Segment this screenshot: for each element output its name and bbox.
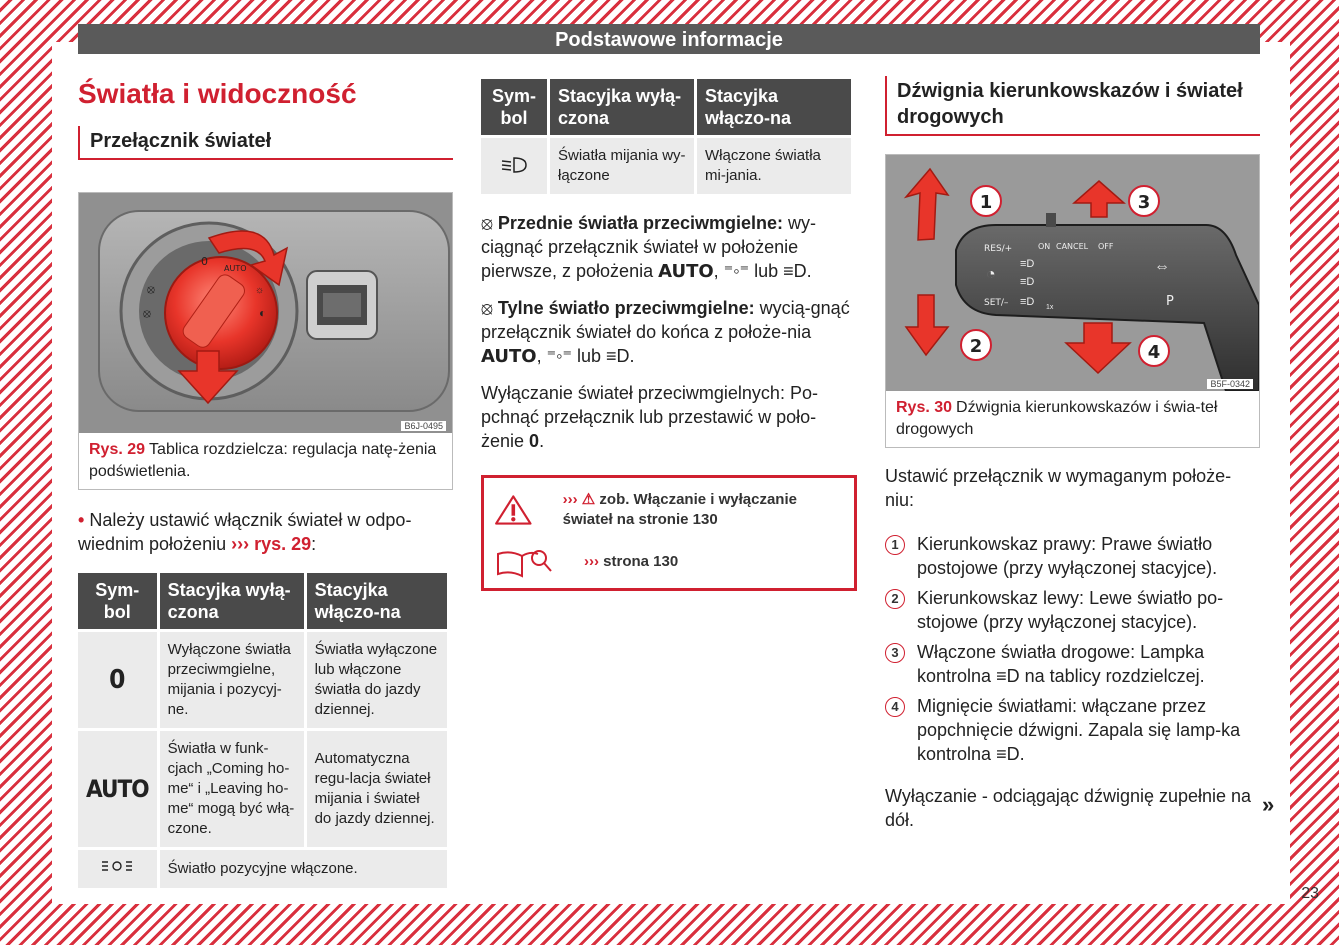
item-text-a: Mignięcie światłami: włączane przez popchnięcie dźwigni. Zapala się lamp-ka kontrolna [917, 696, 1241, 764]
dial-label-0: 0 [201, 255, 208, 268]
rear-fog-icon: ⦻ [481, 298, 493, 318]
callout-4: 4 [1147, 342, 1161, 363]
high-beam-icon: ≡D [996, 744, 1020, 764]
continue-arrow-icon: » [1262, 792, 1275, 817]
end: . [806, 261, 812, 281]
figure-30-caption [886, 391, 1259, 447]
turn-signal-icon: ⇔ [1154, 258, 1170, 275]
lever-intro: Ustawić przełącznik w wymaganym położe-niu: [885, 466, 1232, 510]
lever-off: OFF [1098, 242, 1114, 251]
warning-text: zob. Włączanie i wyłączanie świateł na stronie 130 [562, 491, 797, 528]
header-symbol: Sym-bol [78, 573, 157, 629]
item-text [917, 694, 1260, 766]
figure-30 [885, 154, 1260, 448]
chapter-title: Światła i widoczność [78, 78, 357, 109]
lub-text: lub [749, 261, 784, 281]
header-ignition-on: Stacyjka włączo-na [307, 573, 447, 629]
table-row [78, 731, 447, 847]
cell-off: Światła w funk-cjach „Coming ho-me“ i „Leaving ho-me“ mogą być włą-czone. [160, 731, 304, 847]
auto-symbol: AUTO [481, 346, 537, 367]
item-text: Kierunkowskaz prawy: Prawe światło postojowe (przy wyłączonej stacyjce). [917, 534, 1218, 578]
figure-code: B6J-0495 [401, 421, 446, 431]
front-fog-title: Przednie światła przeciwmgielne: [497, 213, 784, 233]
parking-light-svg [100, 858, 134, 874]
header-symbol: Sym-bol [481, 79, 547, 135]
page-header: Podstawowe informacje [78, 24, 1260, 54]
fog-off-text: Wyłączanie świateł przeciwmgielnych: Po-pchnąć przełącznik lub przestawić w poło-żenie [481, 383, 818, 451]
low-beam-icon [481, 138, 547, 194]
item-number: 1 [885, 535, 905, 555]
header-ignition-off: Stacyjka wyłą-czona [160, 573, 304, 629]
parking-light-icon: ⁼◦⁼ [723, 261, 750, 281]
column-left [78, 60, 453, 891]
front-fog-text: wy-ciągnąć przełącznik świateł w położenie pierwsze, z położenia [481, 213, 817, 281]
light-switch-table-cont [478, 76, 854, 197]
column-right [885, 76, 1260, 832]
low-beam-icon: ≡D [606, 346, 630, 366]
page-number: 23 [1301, 885, 1319, 902]
callout-2: 2 [969, 336, 983, 357]
lever-on: ON [1038, 242, 1051, 251]
paragraph-front-fog [481, 211, 857, 284]
warning-triangle-icon [494, 488, 533, 532]
header-ignition-on: Stacyjka włączo-na [697, 79, 851, 135]
warning-ref[interactable] [563, 490, 844, 530]
lever-illustration [886, 155, 1259, 391]
small-warning-icon: ⚠ [581, 491, 596, 508]
low-beam-dial-icon: ◐ [259, 306, 267, 320]
item-text-b: na tablicy rozdzielczej. [1019, 666, 1205, 686]
front-fog-icon: ⦻ [481, 213, 493, 233]
end: . [539, 431, 545, 451]
figure-code: B5F-0342 [1207, 379, 1253, 389]
parking-dial-icon: ☼ [255, 285, 265, 296]
table-row [78, 850, 447, 888]
lever-set: SET/– [984, 298, 1009, 308]
parking-light-icon [78, 850, 157, 888]
light-switch-table [75, 570, 450, 891]
section-title-lever: Dźwignia kierunkowskazów i świateł drogowych [885, 76, 1260, 136]
lever-res: RES/+ [984, 244, 1013, 254]
item-number: 2 [885, 589, 905, 609]
lever-drawing [886, 155, 1259, 391]
page-ref-text: strona 130 [599, 553, 679, 570]
item-number: 3 [885, 643, 905, 663]
cell-on: Automatyczna regu-lacja świateł mijania i świateł do jazdy dziennej. [307, 731, 447, 847]
caption-label: Rys. 30 [896, 399, 953, 416]
cell-off: Wyłączone światła przeciwmgielne, mijania i pozycyj-ne. [160, 632, 304, 728]
page-ref-arrows: ››› [584, 553, 599, 570]
low-beam-svg [500, 156, 528, 174]
lever-p: P [1166, 294, 1174, 309]
warning-box [481, 475, 857, 591]
end: . [629, 346, 635, 366]
caption-label: Rys. 29 [89, 441, 146, 458]
cell-on: Włączone światła mi-jania. [697, 138, 851, 194]
rear-fog-dial-icon: ⦻ [143, 306, 151, 320]
item-text [917, 640, 1260, 688]
warning-arrows: ››› [562, 491, 578, 508]
list-item [885, 586, 1260, 634]
header-ignition-off: Stacyjka wyłą-czona [550, 79, 694, 135]
callout-3: 3 [1137, 192, 1151, 213]
callout-1: 1 [979, 192, 993, 213]
list-item [885, 532, 1260, 580]
figure-ref-link[interactable]: rys. 29 [249, 534, 312, 554]
paragraph-rear-fog [481, 296, 857, 369]
caption-text: Dźwignia kierunkowskazów i świa-teł drogowych [896, 399, 1218, 438]
paragraph-fog-off [481, 381, 857, 453]
lever-cancel: CANCEL [1056, 242, 1089, 251]
info-row [494, 546, 844, 578]
intro-paragraph [78, 508, 453, 556]
parking-light-icon: ⁼◦⁼ [546, 346, 572, 366]
lub-text: lub [571, 346, 607, 366]
ref-arrows: ››› [231, 534, 250, 554]
cell-merged: Światło pozycyjne włączone. [160, 850, 447, 888]
cell-off: Światła mijania wy-łączone [550, 138, 694, 194]
item-number: 4 [885, 697, 905, 717]
rear-fog-title: Tylne światło przeciwmgielne: [497, 298, 755, 318]
section-title-light-switch: Przełącznik świateł [78, 126, 453, 160]
cruise-control-icon: ◔ [986, 266, 996, 283]
sep: , [713, 261, 724, 281]
table-row [481, 138, 851, 194]
figure-29 [78, 192, 453, 490]
sep: , [536, 346, 547, 366]
low-beam-icon: ≡D [783, 261, 807, 281]
light-switch-drawing [79, 193, 452, 433]
bullet-marker: • [78, 510, 85, 530]
flash-lever-icon: ≡D [1020, 296, 1035, 308]
item-text: Kierunkowskaz lewy: Lewe światło po-stojowe (przy wyłączonej stacyjce). [917, 588, 1224, 632]
page-ref[interactable] [584, 552, 678, 572]
symbol-zero: 0 [78, 632, 157, 728]
list-item [885, 640, 1260, 688]
intro-text: Należy ustawić włącznik świateł w odpo-wiednim położeniu [78, 510, 412, 554]
high-beam-lever-icon: ≡D [1020, 258, 1035, 270]
column-middle [481, 76, 857, 591]
front-fog-dial-icon: ⦻ [147, 282, 155, 296]
low-beam-lever-icon: ≡D [1020, 276, 1035, 288]
cell-on: Światła wyłączone lub włączone światła do jazdy dziennej. [307, 632, 447, 728]
light-switch-illustration [79, 193, 452, 433]
item-text-b: . [1019, 744, 1025, 764]
list-item [885, 694, 1260, 766]
rear-fog-text: wycią-gnąć przełącznik świateł do końca z położe-nia [481, 298, 850, 342]
intro-end: : [311, 534, 317, 554]
warning-row [494, 488, 844, 532]
figure-29-caption [79, 433, 452, 489]
item-text-a: Włączone światła drogowe: Lampka kontrolna [917, 642, 1205, 686]
caption-text: Tablica rozdzielcza: regulacja natę-żenia podświetlenia. [89, 441, 437, 480]
dial-label-auto: AUTO [224, 264, 247, 273]
table-row [78, 632, 447, 728]
lever-1x: 1x [1046, 304, 1054, 311]
book-magnifier-icon [494, 546, 554, 578]
lever-outro: Wyłączanie - odciągając dźwignię zupełnie na dół. [885, 786, 1252, 830]
zero-symbol: 0 [529, 431, 540, 451]
high-beam-icon: ≡D [996, 666, 1020, 686]
auto-symbol: AUTO [658, 261, 714, 282]
symbol-auto: AUTO [78, 731, 157, 847]
